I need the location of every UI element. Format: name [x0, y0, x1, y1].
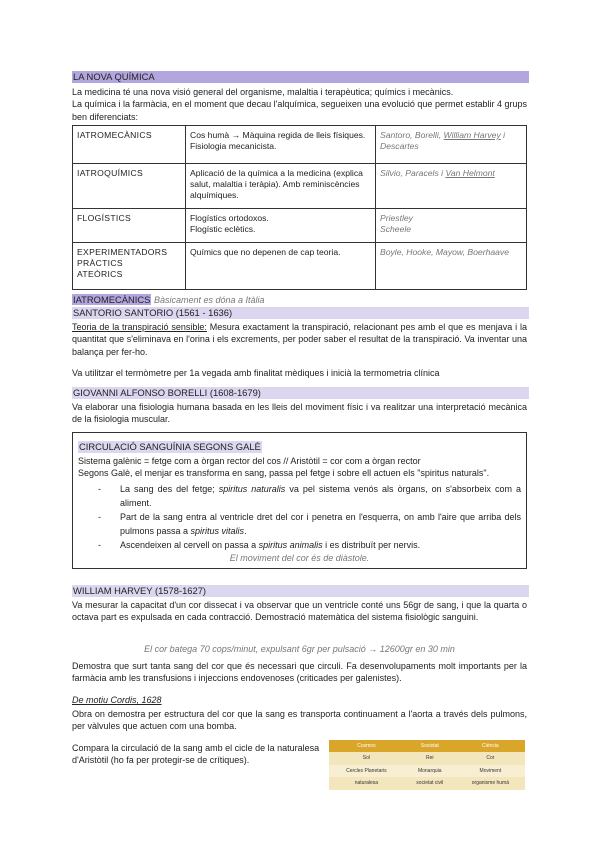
harvey-formula: El cor batega 70 cops/minut, expulsant 6gr per pulsació → 12600gr en 30 min: [144, 644, 455, 654]
santorio-text-2: Va utilitzar el termòmetre per 1a vegada amb finalitat mèdiques i inicià la termometria clínica: [72, 368, 440, 378]
santorio-paragraph: Teoria de la transpiració sensible: Mesura exactament la transpiració, relacionant pes amb el que es menjava i la quantitat que s'eliminava en l'orina i els excrements, per poder saber el resultat de la transpiració. Va inventar una balança per fer-ho.: [72, 322, 527, 357]
group-name: IATROQUÍMICS: [73, 164, 186, 209]
intro-paragraph-1: La medicina té una nova visió general del organisme, malaltia i terapèutica; químics i mecànics.: [72, 87, 454, 97]
list-item: - La sang des del fetge; spiritus naturalis va pel sistema venós als òrgans, on s'absorbeix com a aliment.: [78, 482, 521, 510]
galen-line-1: Sistema galènic = fetge com a òrgan rector del cos // Aristòtil = cor com a òrgan rector: [78, 456, 421, 466]
group-people: Boyle, Hooke, Mayow, Boerhaave: [376, 243, 527, 290]
harvey-text-1: Va mesurar la capacitat d'un cor dissecat i va observar que un ventricle conté uns 56gr de sang, i que la quarta o octava part es expulsada en cada contracció. Demostració matemàtica del sistema fisiològic sanguini.: [72, 600, 527, 623]
group-name: EXPERIMENTADORS PRÀCTICS ATEÒRICS: [73, 243, 186, 290]
list-item: - Part de la sang entra al ventricle dret del cor i penetra en l'esquerra, on amb l'aire que arriba dels pulmons passa a spiritus vitalis.: [78, 510, 521, 538]
group-description: Aplicació de la química a la medicina (explica salut, malaltia i teràpia). Amb reminiscències alquímiques.: [186, 164, 376, 209]
section-title-nova-quimica: LA NOVA QUÍMICA: [72, 71, 529, 83]
borelli-title: GIOVANNI ALFONSO BORELLI (1608-1679): [72, 387, 529, 399]
galen-line-2: Segons Galè, el menjar es transforma en sang, passa pel fetge i sobre ell actuen els "spiritus naturals".: [78, 468, 490, 479]
harvey-text-4: Compara la circulació de la sang amb el cicle de la naturalesa d'Aristòtil (ho fa per protegir-se de crítiques).: [72, 743, 320, 766]
harvey-title: WILLIAM HARVEY (1578-1627): [72, 585, 529, 597]
group-description: Flogístics ortodoxos. Flogístic eclètics.: [186, 209, 376, 243]
groups-table-wrapper: [72, 125, 527, 290]
table-row: Cercles Planetaris Monarquia Moviment: [329, 765, 525, 778]
table-row: [73, 243, 527, 290]
santorio-text: [72, 321, 527, 358]
intro-paragraph-2: La química i la farmàcia, en el moment que decau l'alquímica, segueixen una evolució que permet establir 4 grups ben diferenciats:: [72, 99, 527, 122]
group-people: Priestley Scheele: [376, 209, 527, 243]
list-item: - Ascendeixen al cervell on passa a spiritus animalis i es distribuït per nervis.: [78, 538, 521, 552]
comparison-table: [329, 740, 525, 790]
person-link[interactable]: William Harvey: [443, 130, 501, 140]
group-people: Santoro, Borelli, William Harvey i Descartes: [376, 126, 527, 164]
section-title-iatromecanics: IATROMECÀNICS: [73, 294, 151, 305]
santorio-title: SANTORIO SANTORIO (1561 - 1636): [72, 307, 529, 319]
group-description: Químics que no depenen de cap teoria.: [186, 243, 376, 290]
table-header-row: Cosmos Societat Ciència: [329, 740, 525, 752]
borelli-text: Va elaborar una fisiologia humana basada en les lleis del moviment físic i va realitzar una interpretació mecànica de la fisiologia muscular.: [72, 402, 527, 425]
galen-box: [72, 432, 527, 569]
table-row: Sol Rei Cor: [329, 752, 525, 765]
galen-list: [78, 482, 521, 552]
harvey-text-2: Demostra que surt tanta sang del cor que és necessari que circuli. Fa desenvolupaments molt importants per la farmàcia amb les transfusions i injeccions endovenoses (criticades per galenistes).: [72, 661, 527, 684]
person-link[interactable]: Van Helmont: [445, 168, 495, 178]
table-row: [73, 164, 527, 209]
galen-box-wrapper: [72, 432, 527, 569]
group-name: IATROMECÀNICS: [73, 126, 186, 164]
section-subtitle: Bàsicament es dóna a Itàlia: [151, 295, 265, 305]
group-description: Cos humà → Màquina regida de lleis físiques. Fisiologia mecanicista.: [186, 126, 376, 164]
table-row: [73, 209, 527, 243]
table-row: naturalesa societat civil organisme humà: [329, 777, 525, 790]
iatromecanics-heading: [72, 294, 527, 306]
galen-box-footer: El moviment del cor és de diàstole.: [229, 552, 370, 563]
intro-text: [72, 86, 527, 123]
group-people: Silvio, Paracels i Van Helmont: [376, 164, 527, 209]
harvey-book: De motiu Cordis, 1628: [72, 695, 162, 705]
galen-box-title: CIRCULACIÓ SANGUÍNIA SEGONS GALÈ: [79, 441, 261, 452]
groups-table: [72, 125, 527, 290]
group-name: FLOGÍSTICS: [73, 209, 186, 243]
harvey-text-3: Obra on demostra per estructura del cor que la sang es transporta continuament a l'aorta a través dels pulmons, per vàlvules que actuen com una bomba.: [72, 709, 527, 732]
table-row: [73, 126, 527, 164]
